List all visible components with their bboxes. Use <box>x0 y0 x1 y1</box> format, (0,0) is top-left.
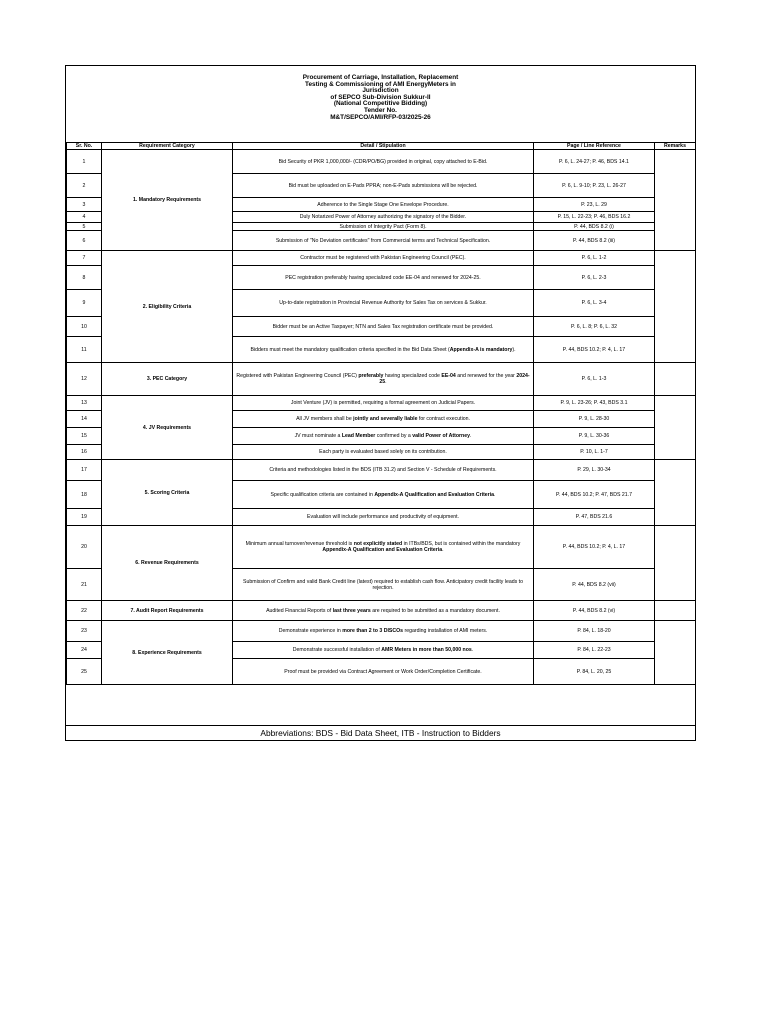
reference-cell: P. 44, BDS 10.2; P. 4, L. 17 <box>534 337 655 363</box>
detail-cell <box>233 266 534 290</box>
col-header-remarks: Remarks <box>655 143 696 150</box>
sr-no-cell: 12 <box>67 363 102 396</box>
detail-text: for contract execution. <box>417 416 470 422</box>
abbreviations-footer: Abbreviations: BDS - Bid Data Sheet, ITB - Instruction to Bidders <box>66 725 695 740</box>
detail-cell <box>233 251 534 266</box>
table-row <box>67 363 696 396</box>
sr-no-cell: 10 <box>67 317 102 337</box>
reference-cell: P. 84, L. 20, 25 <box>534 659 655 685</box>
detail-text: Submission of Integrity Pact (Form 8). <box>339 223 427 230</box>
remarks-cell <box>655 396 696 460</box>
detail-cell <box>233 445 534 460</box>
sr-no-cell: 25 <box>67 659 102 685</box>
detail-text: Contractor must be registered with Pakistan Engineering Council (PEC). <box>300 255 466 261</box>
detail-emphasis: more than 2 to 3 DISCOs <box>342 628 404 634</box>
category-cell: 3. PEC Category <box>102 363 233 396</box>
detail-text: and renewed for the year <box>455 373 517 379</box>
header-line-5: (National Competitive Bidding) <box>333 100 428 108</box>
reference-cell: P. 15, L. 22-23; P. 46, BDS 16.2 <box>534 212 655 223</box>
sr-no-cell: 15 <box>67 428 102 445</box>
detail-cell <box>233 396 534 411</box>
sr-no-cell: 23 <box>67 621 102 642</box>
sr-no-cell: 2 <box>67 174 102 198</box>
reference-cell: P. 6, L. 8; P. 6, L. 32 <box>534 317 655 337</box>
requirements-table <box>66 142 696 685</box>
table-row <box>67 460 696 481</box>
table-row <box>67 526 696 569</box>
detail-cell <box>233 428 534 445</box>
table-row <box>67 621 696 642</box>
table-row <box>67 601 696 621</box>
remarks-cell <box>655 601 696 621</box>
reference-cell: P. 9, L. 28-30 <box>534 411 655 428</box>
table-header-row <box>67 143 696 150</box>
col-header-detail: Detail / Stipulation <box>233 143 534 150</box>
detail-text: Evaluation will include performance and productivity of equipment. <box>307 514 459 520</box>
reference-cell: P. 6, L. 1-3 <box>534 363 655 396</box>
sr-no-cell: 16 <box>67 445 102 460</box>
category-cell: 5. Scoring Criteria <box>102 460 233 526</box>
detail-text: Demonstrate experience in <box>278 628 343 634</box>
detail-text: Minimum annual turnover/revenue threshold is <box>245 541 354 547</box>
detail-text: Bidders must meet the mandatory qualification criteria specified in the Bid Data Sheet ( <box>250 346 450 353</box>
reference-cell: P. 84, L. 18-20 <box>534 621 655 642</box>
detail-cell <box>233 642 534 659</box>
detail-text: Audited Financial Reports of <box>266 607 333 614</box>
detail-text: Demonstrate successful installation of <box>292 647 382 653</box>
detail-emphasis: EE-04 <box>441 373 456 379</box>
detail-cell <box>233 212 534 223</box>
detail-text: Criteria and methodologies listed in the BDS (ITB 31.2) and Section V - Schedule of Requirements. <box>269 467 497 473</box>
sr-no-cell: 19 <box>67 509 102 526</box>
sr-no-cell: 3 <box>67 198 102 212</box>
sr-no-cell: 5 <box>67 223 102 231</box>
detail-cell <box>233 569 534 601</box>
detail-emphasis: Appendix-A Qualification and Evaluation Criteria <box>322 547 443 553</box>
category-cell: 8. Experience Requirements <box>102 621 233 685</box>
table-row <box>67 251 696 266</box>
remarks-cell <box>655 363 696 396</box>
detail-emphasis: Appendix-A Qualification and Evaluation Criteria <box>374 491 495 498</box>
sr-no-cell: 9 <box>67 290 102 317</box>
remarks-cell <box>655 526 696 601</box>
detail-text: Bidder must be an Active Taxpayer; NTN and Sales Tax registration certificate must be provided. <box>272 323 494 330</box>
detail-cell <box>233 509 534 526</box>
sr-no-cell: 6 <box>67 231 102 251</box>
reference-cell: P. 29, L. 30-34 <box>534 460 655 481</box>
header-line-7: M&T/SEPCO/AMI/RFP-03/2025-26 <box>330 113 431 121</box>
detail-text: Submission of "No Deviation certificates" from Commercial terms and Technical Specification. <box>275 237 491 244</box>
detail-text: Joint Venture (JV) is permitted, requiring a formal agreement on Judicial Papers. <box>290 400 476 406</box>
sr-no-cell: 8 <box>67 266 102 290</box>
detail-emphasis: Lead Member <box>341 433 376 439</box>
detail-text: Bid must be uploaded on E-Pads PPRA; non-E-Pads submissions will be rejected. <box>288 182 478 189</box>
header-line-2: Testing & Commissioning of AMI EnergyMeters in <box>305 80 456 88</box>
sr-no-cell: 14 <box>67 411 102 428</box>
sr-no-cell: 24 <box>67 642 102 659</box>
remarks-cell <box>655 460 696 526</box>
col-header-reference: Page / Line Reference <box>534 143 655 150</box>
sr-no-cell: 7 <box>67 251 102 266</box>
detail-emphasis: 2024-25 <box>379 373 530 385</box>
detail-text: . <box>442 547 444 553</box>
detail-text: Up-to-date registration in Provincial Revenue Authority for Sales Tax on services & Sukkur. <box>279 300 487 306</box>
detail-cell <box>233 526 534 569</box>
sr-no-cell: 22 <box>67 601 102 621</box>
col-header-category: Requirement Category <box>102 143 233 150</box>
reference-cell: P. 23, L. 29 <box>534 198 655 212</box>
detail-text: . <box>385 379 387 385</box>
reference-cell: P. 44, BDS 8.2 (vi) <box>534 601 655 621</box>
detail-text: Bid Security of PKR 1,000,000/- (CDR/PO/BG) provided in original, copy attached to E-Bid. <box>278 158 488 165</box>
sr-no-cell: 11 <box>67 337 102 363</box>
detail-text: confirmed by a <box>375 433 413 439</box>
detail-cell <box>233 198 534 212</box>
detail-text: Proof must be provided via Contract Agreement or Work Order/Completion Certificate. <box>284 668 482 675</box>
detail-cell <box>233 659 534 685</box>
detail-emphasis: preferably <box>358 373 384 379</box>
sr-no-cell: 4 <box>67 212 102 223</box>
category-cell: 7. Audit Report Requirements <box>102 601 233 621</box>
detail-text: . <box>494 491 496 498</box>
detail-emphasis: jointly and severally liable <box>353 416 418 422</box>
sr-no-cell: 17 <box>67 460 102 481</box>
detail-text: having specialized code <box>383 373 442 379</box>
detail-text: . <box>471 647 474 653</box>
detail-text: in ITBs/BDS, but is contained within the mandatory <box>402 541 521 547</box>
header-line-1: Procurement of Carriage, Installation, Replacement <box>302 74 459 81</box>
sr-no-cell: 1 <box>67 150 102 174</box>
detail-text: JV must nominate a <box>294 433 342 439</box>
document-header <box>66 66 695 142</box>
reference-cell: P. 6, L. 3-4 <box>534 290 655 317</box>
detail-cell <box>233 150 534 174</box>
detail-cell <box>233 317 534 337</box>
remarks-cell <box>655 251 696 363</box>
reference-cell: P. 6, L. 2-3 <box>534 266 655 290</box>
table-row <box>67 150 696 174</box>
detail-emphasis: AMR Meters in more than 50,000 nos <box>381 647 472 653</box>
reference-cell: P. 6, L. 24-27; P. 46, BDS 14.1 <box>534 150 655 174</box>
detail-cell <box>233 411 534 428</box>
sr-no-cell: 13 <box>67 396 102 411</box>
reference-cell: P. 9, L. 30-36 <box>534 428 655 445</box>
detail-text: Specific qualification criteria are contained in <box>270 491 375 498</box>
remarks-cell <box>655 621 696 685</box>
reference-cell: P. 44, BDS 10.2; P. 47, BDS 21.7 <box>534 481 655 509</box>
detail-text: . <box>469 433 472 439</box>
detail-text: Each party is evaluated based solely on its contribution. <box>319 449 447 455</box>
reference-cell: P. 9, L. 23-26; P. 43, BDS 3.1 <box>534 396 655 411</box>
detail-cell <box>233 601 534 621</box>
sr-no-cell: 18 <box>67 481 102 509</box>
sr-no-cell: 21 <box>67 569 102 601</box>
detail-text: Duly Notarized Power of Attorney authorizing the signatory of the Bidder. <box>299 214 467 220</box>
detail-text: ). <box>512 346 516 353</box>
detail-text: PEC registration preferably having specialized code EE-04 and renewed for 2024-25. <box>285 274 481 281</box>
tender-sheet <box>65 65 696 741</box>
detail-emphasis: valid Power of Attorney <box>412 433 470 439</box>
detail-text: All JV members shall be <box>296 416 354 422</box>
reference-cell: P. 44, BDS 8.2 (iii) <box>534 231 655 251</box>
detail-cell <box>233 363 534 396</box>
reference-cell: P. 6, L. 9-10; P. 23, L. 26-27 <box>534 174 655 198</box>
detail-text: are required to be submitted as a mandatory document. <box>370 607 500 614</box>
detail-emphasis: not explicitly stated <box>353 541 403 547</box>
col-header-sr: Sr. No. <box>67 143 102 150</box>
detail-cell <box>233 174 534 198</box>
detail-text: regarding installation of AMI meters. <box>403 628 488 634</box>
header-line-4: of SEPCO Sub-Division Sukkur-II <box>330 93 431 101</box>
category-cell: 6. Revenue Requirements <box>102 526 233 601</box>
detail-cell <box>233 460 534 481</box>
reference-cell: P. 84, L. 22-23 <box>534 642 655 659</box>
detail-cell <box>233 337 534 363</box>
category-cell: 4. JV Requirements <box>102 396 233 460</box>
remarks-cell <box>655 150 696 251</box>
reference-cell: P. 6, L. 1-2 <box>534 251 655 266</box>
detail-text: Adherence to the Single Stage One Envelope Procedure. <box>317 201 449 208</box>
detail-cell <box>233 231 534 251</box>
reference-cell: P. 44, BDS 8.2 (i) <box>534 223 655 231</box>
detail-emphasis: Appendix-A is mandatory <box>449 346 513 353</box>
reference-cell: P. 44, BDS 10.2; P. 4, L. 17 <box>534 526 655 569</box>
reference-cell: P. 47, BDS 21.6 <box>534 509 655 526</box>
detail-cell <box>233 223 534 231</box>
reference-cell: P. 44, BDS 8.2 (vii) <box>534 569 655 601</box>
header-line-3: Jurisdiction <box>362 87 399 95</box>
table-row <box>67 396 696 411</box>
detail-cell <box>233 621 534 642</box>
sr-no-cell: 20 <box>67 526 102 569</box>
detail-text: Registered with Pakistan Engineering Council (PEC) <box>236 373 359 379</box>
table-body <box>67 150 696 685</box>
detail-emphasis: last three years <box>332 607 371 614</box>
detail-cell <box>233 290 534 317</box>
category-cell: 2. Eligibility Criteria <box>102 251 233 363</box>
detail-cell <box>233 481 534 509</box>
header-line-6: Tender No. <box>364 106 397 114</box>
reference-cell: P. 10, L. 1-7 <box>534 445 655 460</box>
detail-text: Submission of Confirm and valid Bank Credit line (latest) required to establish cash flow. Anticipatory credit facility leads to rejection. <box>243 578 523 591</box>
category-cell: 1. Mandatory Requirements <box>102 150 233 251</box>
